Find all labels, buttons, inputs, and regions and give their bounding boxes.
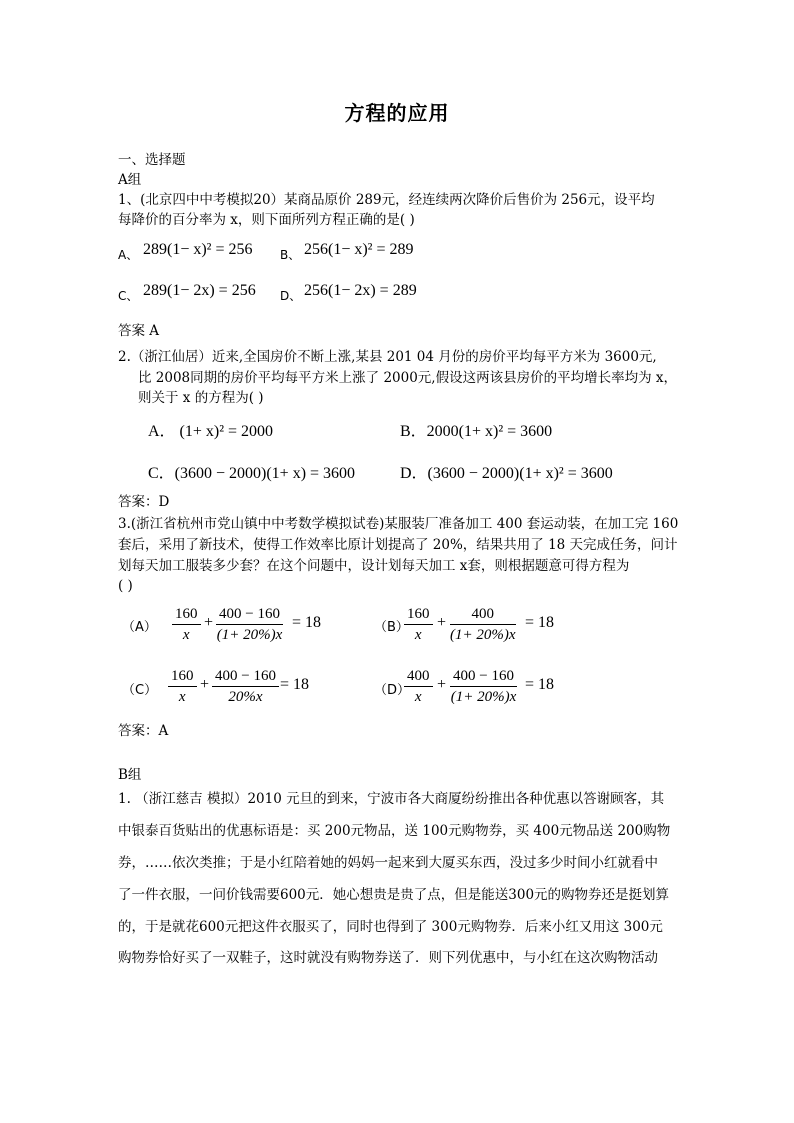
b1-line-1: 1. （浙江慈吉 模拟）2010 元旦的到来，宁波市各大商厦纷纷推出各种优惠以答谢顾客，其 — [118, 791, 665, 807]
q1-line-2: 每降价的百分率为 x，则下面所列方程正确的是( ) — [118, 212, 415, 228]
q3-b-rhs: = 18 — [525, 614, 555, 631]
q3-a-numerator-1: 160 — [172, 604, 201, 625]
q3-line-2: 套后，采用了新技术，使得工作效率比原计划提高了 20%，结果共用了 18 天完成任务，问计 — [118, 537, 678, 553]
q2-line-2: 比 2008同期的房价平均每平方米上涨了 2000元,假设这两该县房价的平均增长率均为 x， — [138, 370, 677, 386]
q3-c-numerator-2: 400 − 160 — [212, 666, 279, 687]
q3-line-4: ( ) — [118, 578, 133, 594]
q3-d-denominator-2: (1+ 20%)x — [450, 689, 517, 705]
q3-b-plus: + — [437, 614, 447, 631]
q3-option-d-label: （D） — [374, 683, 411, 698]
q1-line-1: 1、(北京四中中考模拟20）某商品原价 289元，经连续两次降价后售价为 256元，设平均 — [118, 192, 655, 208]
q1-option-d: 256(1− 2x) = 289 — [304, 282, 417, 299]
q3-c-rhs: = 18 — [280, 676, 310, 693]
page-title: 方程的应用 — [344, 101, 450, 125]
q2-option-a: A． (1+ x)² = 2000 — [148, 423, 274, 440]
q2-line-1: 2.（浙江仙居）近来,全国房价不断上涨,某县 201 04 月份的房价平均每平方米为 3600元, — [118, 349, 657, 365]
q2-option-b: B．2000(1+ x)² = 3600 — [400, 423, 553, 440]
q3-d-rhs: = 18 — [525, 676, 555, 693]
q3-a-denominator-1: x — [182, 627, 190, 643]
group-a-heading: A组 — [118, 172, 142, 188]
q3-c-fraction-2 — [212, 666, 279, 707]
q3-d-fraction-1 — [404, 666, 433, 707]
q3-option-b-label: （B） — [374, 620, 409, 635]
q1-option-c-label: C、 — [118, 289, 139, 303]
q3-line-1: 3.(浙江省杭州市党山镇中中考数学模拟试卷)某服装厂准备加工 400 套运动装，在加工完 160 — [118, 516, 679, 532]
b1-line-4: 了一件衣服，一问价钱需要600元．她心想贵是贵了点，但是能送300元的购物券还是挺划算 — [118, 887, 670, 903]
b1-line-3: 券，……依次类推；于是小红陪着她的妈妈一起来到大厦买东西，没过多少时间小红就看中 — [118, 855, 658, 871]
q2-option-c: C．(3600 − 2000)(1+ x) = 3600 — [148, 465, 356, 482]
q1-option-b-label: B、 — [280, 248, 301, 262]
q3-line-3: 划每天加工服装多少套？在这个问题中，设计划每天加工 x套，则根据题意可得方程为 — [118, 558, 630, 574]
q3-option-c-label: （C） — [122, 683, 158, 698]
q1-option-c: 289(1− 2x) = 256 — [143, 282, 256, 299]
b1-line-5: 的，于是就花600元把这件衣服买了，同时也得到了 300元购物券．后来小红又用这 300元 — [118, 919, 663, 935]
q3-c-plus: + — [200, 676, 210, 693]
q3-d-fraction-2 — [450, 666, 517, 707]
q3-answer: 答案：A — [118, 723, 169, 739]
q3-d-denominator-1: x — [414, 689, 422, 705]
q2-line-3: 则关于 x 的方程为( ) — [138, 390, 264, 406]
q3-c-fraction-1 — [168, 666, 197, 707]
q3-a-fraction-1 — [172, 604, 201, 645]
q3-a-numerator-2: 400 − 160 — [216, 604, 283, 625]
q1-option-a: 289(1− x)² = 256 — [143, 241, 253, 258]
group-b-heading: B组 — [118, 767, 142, 783]
q3-b-numerator-2: 400 — [450, 604, 516, 625]
q3-a-fraction-2 — [216, 604, 283, 645]
q3-d-numerator-1: 400 — [404, 666, 433, 687]
q3-b-denominator-2: (1+ 20%)x — [450, 627, 516, 643]
q1-option-d-label: D、 — [280, 289, 302, 303]
q1-option-a-label: A、 — [118, 248, 139, 262]
q3-a-denominator-2: (1+ 20%)x — [216, 627, 283, 643]
q3-d-numerator-2: 400 − 160 — [450, 666, 517, 687]
q3-d-plus: + — [437, 676, 447, 693]
q3-option-a-label: （A） — [122, 620, 157, 635]
q2-option-d: D．(3600 − 2000)(1+ x)² = 3600 — [400, 465, 613, 482]
q3-b-numerator-1: 160 — [404, 604, 433, 625]
q3-a-rhs: = 18 — [292, 614, 322, 631]
q3-c-denominator-1: x — [178, 689, 186, 705]
q3-c-denominator-2: 20%x — [228, 689, 263, 705]
q3-c-numerator-1: 160 — [168, 666, 197, 687]
q1-option-b: 256(1− x)² = 289 — [304, 241, 414, 258]
b1-line-6: 购物券恰好买了一双鞋子，这时就没有购物券送了．则下列优惠中，与小红在这次购物活动 — [118, 950, 658, 966]
q3-b-fraction-2 — [450, 604, 516, 645]
q1-answer: 答案 A — [118, 323, 160, 339]
b1-line-2: 中银泰百货贴出的优惠标语是：买 200元物品，送 100元购物券，买 400元物品送 200购物 — [118, 823, 671, 839]
q3-b-denominator-1: x — [414, 627, 422, 643]
section-heading: 一、选择题 — [118, 152, 186, 168]
q3-a-plus: + — [204, 614, 214, 631]
q3-b-fraction-1 — [404, 604, 433, 645]
q2-answer: 答案：D — [118, 494, 170, 510]
